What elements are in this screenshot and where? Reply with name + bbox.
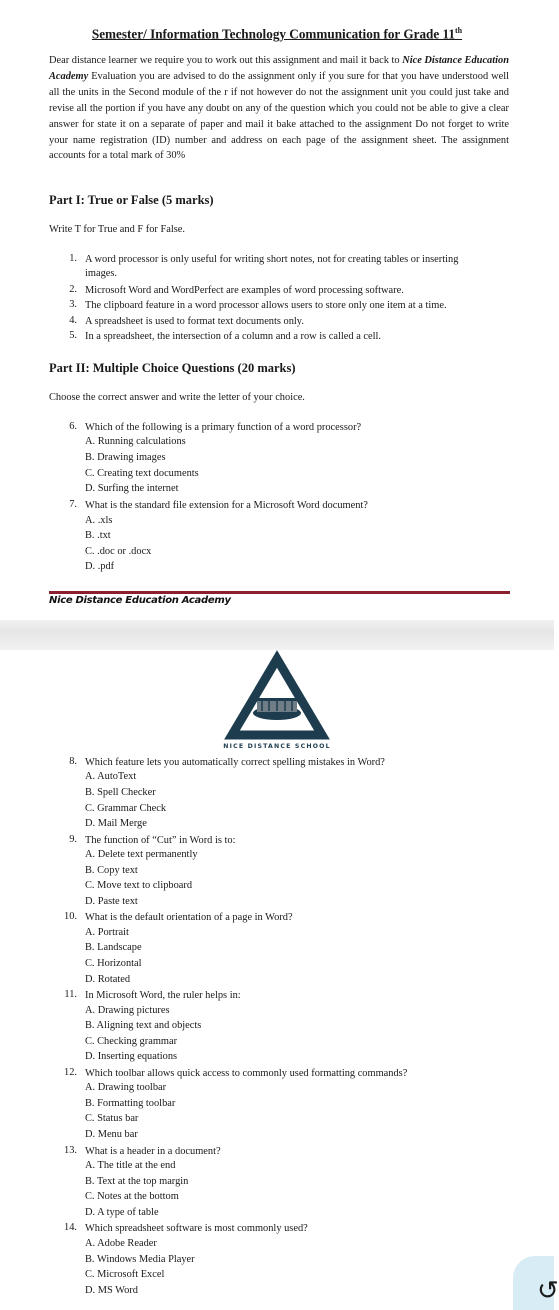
question-number: 14.	[64, 1222, 77, 1233]
answer-option: B. Spell Checker	[85, 787, 156, 798]
answer-option: D. .pdf	[85, 561, 115, 572]
question-text: What is a header in a document?	[85, 1146, 221, 1157]
answer-option: B. Windows Media Player	[85, 1254, 195, 1265]
question-text: Which toolbar allows quick access to commonly used formatting commands?	[85, 1068, 408, 1079]
question-text: The function of “Cut” in Word is to:	[85, 835, 236, 846]
answer-option: C. Move text to clipboard	[85, 880, 193, 891]
answer-option: C. Creating text documents	[85, 468, 199, 479]
answer-option: B. Landscape	[85, 942, 142, 953]
document-title: Semester/ Information Technology Communication for Grade 11th	[91, 26, 463, 42]
question-number: 10.	[64, 911, 77, 922]
tf-number: 5.	[69, 330, 77, 341]
answer-option: A. Delete text permanently	[85, 849, 198, 860]
answer-option: A. Drawing pictures	[85, 1005, 170, 1016]
intro-paragraph: Dear distance learner we require you to work out this assignment and mail it back to Nice Distance Education Academy Evaluation you are advised to do the assignment only if you sure for that you have understood well all the units in the Second module of the r if not however do not the assignment unit you could just take and revise all the portion if you have any doubt on any of the question which you could not be able to give a clear answer for state it on a separate of paper and mail it bake attached to the assignment Do not forget to write your name registration (ID) number and address on each page of the assignment sheet. The assignment accounts for a total mark of 30%	[49, 55, 509, 162]
answer-option: C. Microsoft Excel	[85, 1269, 165, 1280]
logo-caption: NICE DISTANCE SCHOOL	[223, 743, 331, 750]
answer-option: B. .txt	[85, 530, 111, 541]
answer-option: C. Notes at the bottom	[85, 1191, 179, 1202]
answer-option: D. Mail Merge	[85, 818, 147, 829]
question-text: Which feature lets you automatically correct spelling mistakes in Word?	[85, 757, 385, 768]
answer-option: B. Copy text	[85, 865, 138, 876]
part2-instruction: Choose the correct answer and write the letter of your choice.	[49, 392, 305, 403]
floating-action-button[interactable]	[513, 1256, 559, 1310]
question-number: 13.	[64, 1145, 77, 1156]
answer-option: D. Inserting equations	[85, 1051, 178, 1062]
question-text: What is the standard file extension for a Microsoft Word document?	[85, 500, 368, 511]
tf-number: 2.	[69, 284, 77, 295]
question-number: 11.	[64, 989, 77, 1000]
question-text: What is the default orientation of a page in Word?	[85, 912, 293, 923]
answer-option: A. Running calculations	[85, 436, 186, 447]
answer-option: C. Checking grammar	[85, 1036, 178, 1047]
tf-number: 1.	[69, 253, 77, 264]
tf-item: In a spreadsheet, the intersection of a column and a row is called a cell.	[85, 331, 382, 342]
answer-option: D. Paste text	[85, 896, 138, 907]
page-break	[0, 620, 554, 650]
answer-option: A. Drawing toolbar	[85, 1082, 167, 1093]
page-one	[0, 0, 554, 620]
answer-option: A. AutoText	[85, 771, 137, 782]
question-number: 12.	[64, 1067, 77, 1078]
tf-item: A word processor is only useful for writing short notes, not for creating tables or inserting images.	[85, 254, 459, 279]
academy-name: Nice Distance Education Academy	[49, 55, 509, 82]
footer-rule	[49, 591, 510, 594]
question-number: 7.	[69, 499, 77, 510]
answer-option: D. MS Word	[85, 1285, 138, 1296]
question-number: 6.	[69, 421, 77, 432]
answer-option: C. Grammar Check	[85, 803, 167, 814]
answer-option: D. Surfing the internet	[85, 483, 179, 494]
refresh-icon: ↺	[537, 1276, 559, 1306]
part1-instruction: Write T for True and F for False.	[49, 224, 185, 235]
tf-item: The clipboard feature in a word processor allows users to store only one item at a time.	[85, 300, 447, 311]
part2-heading: Part II: Multiple Choice Questions (20 marks)	[49, 361, 296, 375]
answer-option: B. Drawing images	[85, 452, 166, 463]
answer-option: C. Horizontal	[85, 958, 142, 969]
question-number: 8.	[69, 756, 77, 767]
tf-number: 4.	[69, 315, 77, 326]
answer-option: A. .xls	[85, 515, 113, 526]
answer-option: C. .doc or .docx	[85, 546, 152, 557]
question-text: In Microsoft Word, the ruler helps in:	[85, 990, 241, 1001]
answer-option: B. Formatting toolbar	[85, 1098, 176, 1109]
school-logo	[222, 655, 332, 750]
answer-option: B. Aligning text and objects	[85, 1020, 202, 1031]
answer-option: A. The title at the end	[85, 1160, 176, 1171]
question-text: Which of the following is a primary function of a word processor?	[85, 422, 362, 433]
tf-item: A spreadsheet is used to format text documents only.	[85, 316, 304, 327]
answer-option: B. Text at the top margin	[85, 1176, 189, 1187]
answer-option: D. Rotated	[85, 974, 131, 985]
footer-academy-name: Nice Distance Education Academy	[49, 595, 231, 606]
tf-number: 3.	[69, 299, 77, 310]
question-text: Which spreadsheet software is most commonly used?	[85, 1223, 308, 1234]
answer-option: A. Adobe Reader	[85, 1238, 157, 1249]
tf-item: Microsoft Word and WordPerfect are examples of word processing software.	[85, 285, 404, 296]
answer-option: A. Portrait	[85, 927, 129, 938]
question-number: 9.	[69, 834, 77, 845]
answer-option: C. Status bar	[85, 1113, 139, 1124]
answer-option: D. Menu bar	[85, 1129, 138, 1140]
answer-option: D. A type of table	[85, 1207, 159, 1218]
part1-heading: Part I: True or False (5 marks)	[49, 193, 214, 207]
